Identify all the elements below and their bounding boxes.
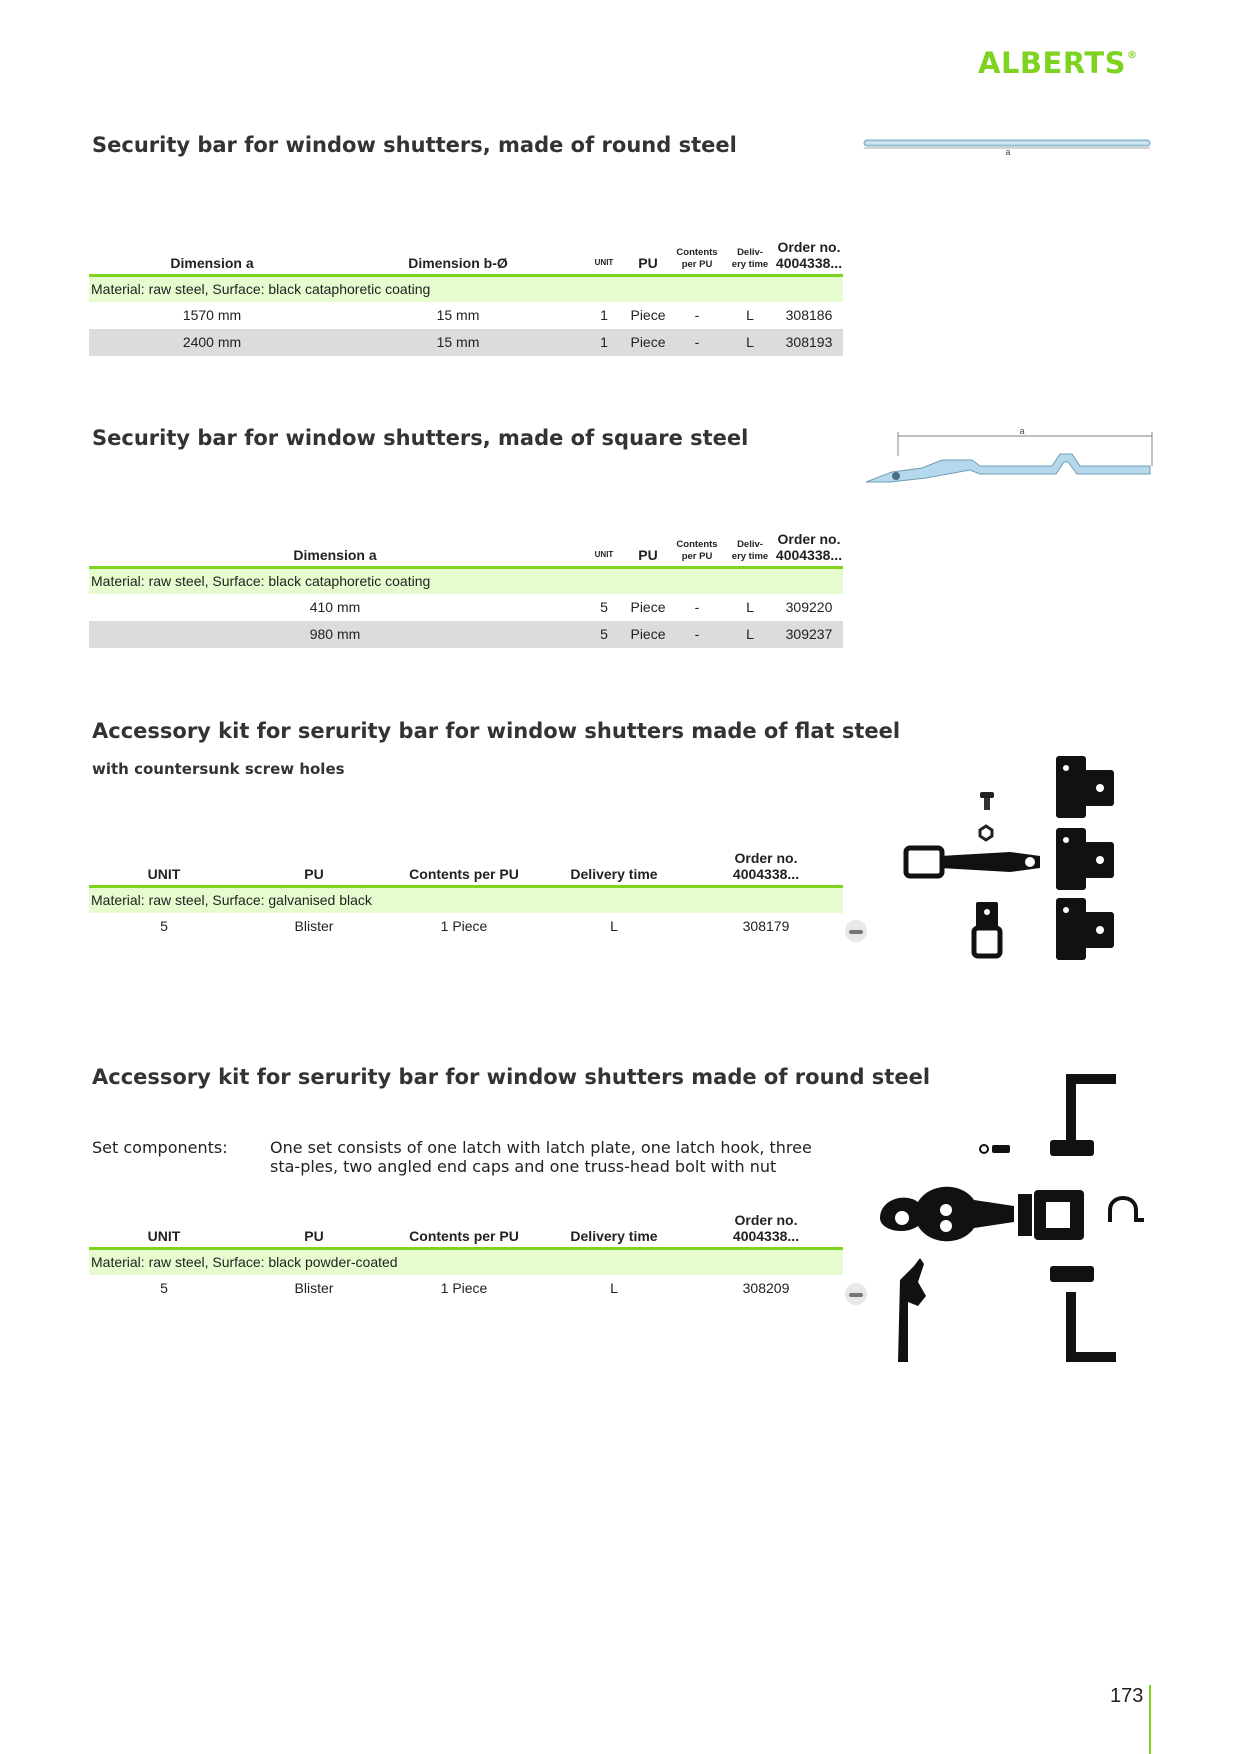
table-row: 5 Blister 1 Piece L 308179	[89, 913, 843, 940]
table-header-row	[89, 531, 843, 568]
dimension-a-label: a	[1019, 426, 1025, 436]
table-header-row	[89, 239, 843, 276]
header-contents-per-pu: Contents per PU	[669, 531, 725, 568]
header-order-no: Order no. 4004338...	[689, 850, 843, 887]
blister-pack-icon	[845, 920, 867, 942]
set-components-text: One set consists of one latch with latch plate, one latch hook, three sta-ples, two angled end caps and one truss-head bolt with nut	[270, 1138, 812, 1176]
table-header-row	[89, 850, 843, 887]
header-dimension-b: Dimension b-Ø	[335, 239, 581, 276]
header-order-no: Order no. 4004338...	[775, 531, 843, 568]
square-steel-bar-image	[862, 426, 1156, 486]
order-number: 308186	[785, 307, 833, 323]
header-delivery-time: Deliv- ery time	[725, 239, 775, 276]
table-row: 1570 mm 15 mm 1 Piece - L 308186	[89, 302, 843, 329]
page-number-bar	[1149, 1685, 1151, 1754]
header-dimension-a: Dimension a	[89, 531, 581, 568]
dimension-a-label: a	[1005, 147, 1011, 156]
section-title-flat-steel-kit: Accessory kit for serurity bar for window shutters made of flat steel	[92, 719, 901, 743]
material-row: Material: raw steel, Surface: galvanised black	[89, 887, 843, 914]
header-order-no: Order no. 4004338...	[775, 239, 843, 276]
table-row: 5 Blister 1 Piece L 308209	[89, 1275, 843, 1302]
set-components-label: Set components:	[92, 1138, 228, 1157]
section-subtitle: with countersunk screw holes	[92, 760, 345, 778]
header-delivery-time: Delivery time	[539, 1212, 689, 1249]
order-number: 309220	[785, 599, 833, 615]
product-table-square-steel-bar	[89, 531, 843, 648]
header-contents-per-pu: Contents per PU	[389, 850, 539, 887]
product-table-round-steel-kit	[89, 1212, 843, 1302]
header-contents-per-pu: Contents per PU	[389, 1212, 539, 1249]
product-table-round-steel-bar	[89, 239, 843, 356]
header-unit: UNIT	[89, 850, 239, 887]
round-steel-kit-image	[874, 1070, 1144, 1370]
header-pu: PU	[239, 1212, 389, 1249]
header-unit: UNIT	[581, 531, 627, 568]
page-number: 173	[1110, 1685, 1144, 1707]
order-number: 308193	[775, 329, 843, 356]
table-row: 410 mm 5 Piece - L 309220	[89, 594, 843, 621]
flat-steel-kit-image	[900, 752, 1140, 962]
header-delivery-time: Deliv- ery time	[725, 531, 775, 568]
order-number: 308209	[742, 1280, 790, 1296]
material-row: Material: raw steel, Surface: black cataphoretic coating	[89, 276, 843, 303]
header-pu: PU	[627, 239, 669, 276]
table-row: 980 mm 5 Piece - L 309237	[89, 621, 843, 648]
header-delivery-time: Delivery time	[539, 850, 689, 887]
section-title-round-steel-kit: Accessory kit for serurity bar for window shutters made of round steel	[92, 1065, 931, 1089]
header-unit: UNIT	[581, 239, 627, 276]
material-row: Material: raw steel, Surface: black cataphoretic coating	[89, 568, 843, 595]
material-row: Material: raw steel, Surface: black powder-coated	[89, 1249, 843, 1276]
header-pu: PU	[239, 850, 389, 887]
section-title-square-steel-bar: Security bar for window shutters, made of square steel	[92, 426, 749, 450]
brand-logo: ALBERTS®	[978, 46, 1138, 80]
header-pu: PU	[627, 531, 669, 568]
blister-pack-icon	[845, 1283, 867, 1305]
header-dimension-a: Dimension a	[89, 239, 335, 276]
header-contents-per-pu: Contents per PU	[669, 239, 725, 276]
table-header-row	[89, 1212, 843, 1249]
section-title-round-steel-bar: Security bar for window shutters, made of round steel	[92, 133, 737, 157]
round-steel-bar-image	[862, 136, 1154, 156]
order-number: 308179	[742, 918, 790, 934]
table-row: 2400 mm 15 mm 1 Piece - L 308193	[89, 329, 843, 356]
header-order-no: Order no. 4004338...	[689, 1212, 843, 1249]
product-table-flat-steel-kit	[89, 850, 843, 940]
order-number: 309237	[775, 621, 843, 648]
header-unit: UNIT	[89, 1212, 239, 1249]
